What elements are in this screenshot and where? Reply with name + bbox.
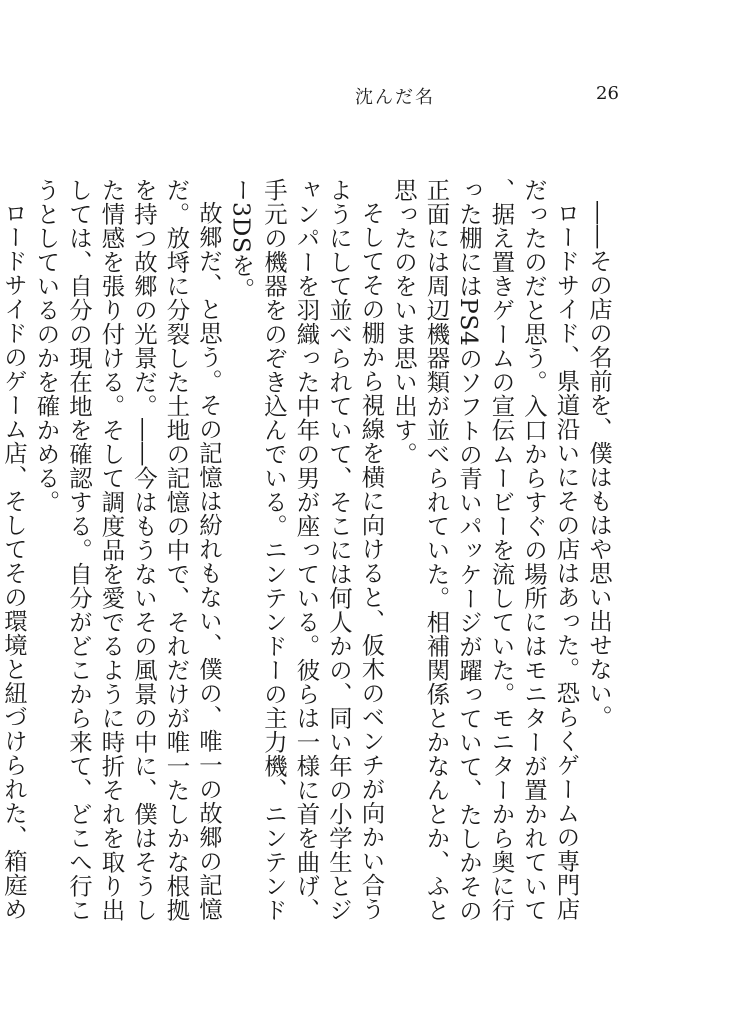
paragraph: ――その店の名前を、僕はもはや思い出せない。 bbox=[585, 201, 613, 730]
paragraph: そしてその棚から視線を横に向けると、仮木のベンチが向かい合うようにして並べられていて、そこには何人かの、同い年の小学生とジャンパーを羽織った中年の男が座っている。彼らは一様に首を曲げ、手元の機器をのぞき込んでいる。ニンテンドーの主力機、ニンテンドー3DSを。 bbox=[227, 178, 386, 922]
running-header-title: 沈んだ名 bbox=[355, 87, 435, 108]
paragraph: ロードサイド、県道沿いにその店はあった。恐らくゲームの専門店だったのだと思う。入口からすぐの場所にはモニターが置かれていて、据え置きゲームの宣伝ムービーを流していた。モニターから奥に行った棚にはPS4のソフトの青いパッケージが躍っていて、たしかその正面には周辺機器類が並べられていた。相補関係とかなんとか、ふと思ったのをいま思い出す。 bbox=[390, 178, 581, 923]
paragraph: 故郷だ、と思う。その記憶は紛れもない、僕の、唯一の故郷の記憶だ。放埓に分裂した土地の記憶の中で、それだけが唯一たしかな根拠を持つ故郷の光景だ。――今はもうないその風景の中に、僕はそうした情感を張り付ける。そして調度品を愛でるように時折それを取り出しては、自分の現在地を確認する。自分がどこから来て、どこへ行こうとしているのかを確かめる。 bbox=[32, 178, 223, 922]
vertical-body-text bbox=[0, 178, 615, 938]
paragraph: ロードサイドのゲーム店、そしてその環境と紐づけられた、箱庭め bbox=[0, 201, 28, 922]
page-number: 26 bbox=[596, 83, 619, 104]
